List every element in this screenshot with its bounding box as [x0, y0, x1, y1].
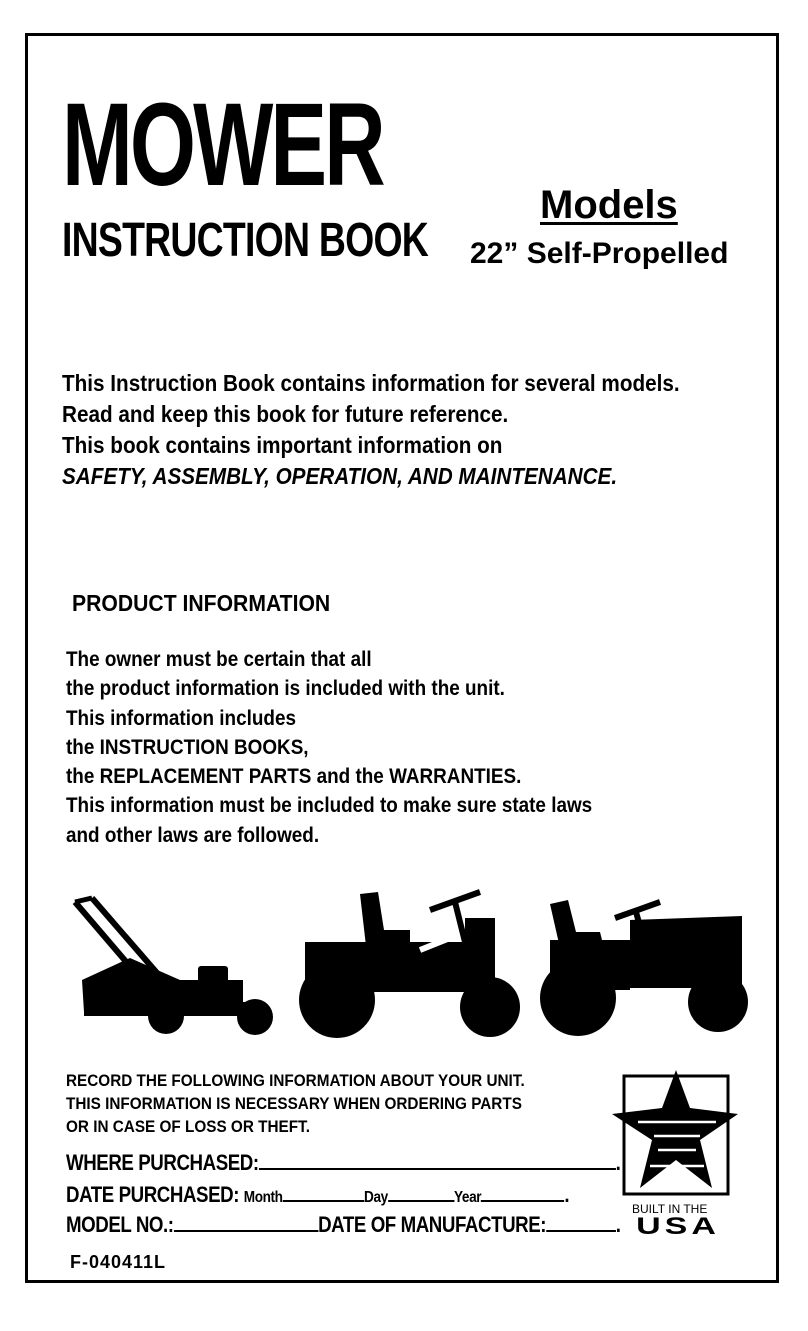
date-of-manufacture-label: DATE OF MANUFACTURE: [318, 1212, 547, 1237]
record-line: RECORD THE FOLLOWING INFORMATION ABOUT YOUR UNIT. [66, 1071, 525, 1090]
model-no-row: MODEL NO.: DATE OF MANUFACTURE: . [66, 1212, 621, 1237]
record-line: OR IN CASE OF LOSS OR THEFT. [66, 1117, 310, 1136]
date-purchased-label: DATE PURCHASED: [66, 1182, 240, 1207]
models-heading: Models [540, 183, 678, 227]
product-info-line: This information includes [66, 706, 296, 730]
where-purchased-label: WHERE PURCHASED: [66, 1150, 259, 1175]
month-field[interactable] [282, 1182, 364, 1202]
year-label: Year [454, 1189, 482, 1206]
usa-wordmark: USA [636, 1213, 720, 1240]
record-instructions [66, 1069, 576, 1138]
date-purchased-row: DATE PURCHASED: Month Day Year . [66, 1182, 570, 1207]
day-field[interactable] [388, 1182, 454, 1202]
product-info-line: and other laws are followed. [66, 823, 320, 847]
intro-line: This Instruction Book contains information for several models. [62, 370, 680, 396]
model-no-label: MODEL NO.: [66, 1212, 174, 1237]
lawn-tractor-icon [299, 892, 520, 1038]
title-instruction-book: INSTRUCTION BOOK [62, 214, 429, 267]
record-line: THIS INFORMATION IS NECESSARY WHEN ORDERING PARTS [66, 1094, 522, 1113]
product-info-line: the INSTRUCTION BOOKS, [66, 735, 309, 759]
day-label: Day [364, 1189, 388, 1206]
built-in-the-label: BUILT IN THE [632, 1202, 708, 1216]
models-type: 22” Self-Propelled [470, 237, 729, 270]
where-purchased-field[interactable] [259, 1150, 616, 1170]
product-info-line: The owner must be certain that all [66, 648, 372, 671]
machine-silhouettes [70, 880, 750, 1040]
intro-line: Read and keep this book for future reference. [62, 401, 509, 427]
product-info-line: This information must be included to make sure state laws [66, 794, 593, 818]
push-mower-icon [75, 898, 273, 1035]
intro-line: This book contains important information on [62, 432, 503, 458]
date-of-manufacture-field[interactable] [546, 1212, 616, 1232]
intro-emphasis: SAFETY, ASSEMBLY, OPERATION, AND MAINTENANCE. [62, 463, 618, 489]
model-no-field[interactable] [174, 1212, 318, 1232]
garden-tractor-icon [540, 900, 748, 1036]
where-purchased-row: WHERE PURCHASED: . [66, 1150, 621, 1175]
product-info-text [66, 645, 651, 850]
product-info-line: the REPLACEMENT PARTS and the WARRANTIES. [66, 765, 522, 789]
title-mower: MOWER [62, 79, 383, 211]
form-number: F-040411L [70, 1252, 167, 1272]
product-info-line: the product information is included with the unit. [66, 677, 505, 701]
product-info-heading: PRODUCT INFORMATION [72, 590, 331, 616]
intro-text [62, 368, 748, 492]
year-field[interactable] [481, 1182, 564, 1202]
star-logo-icon [608, 1070, 748, 1245]
month-label: Month [243, 1189, 283, 1206]
